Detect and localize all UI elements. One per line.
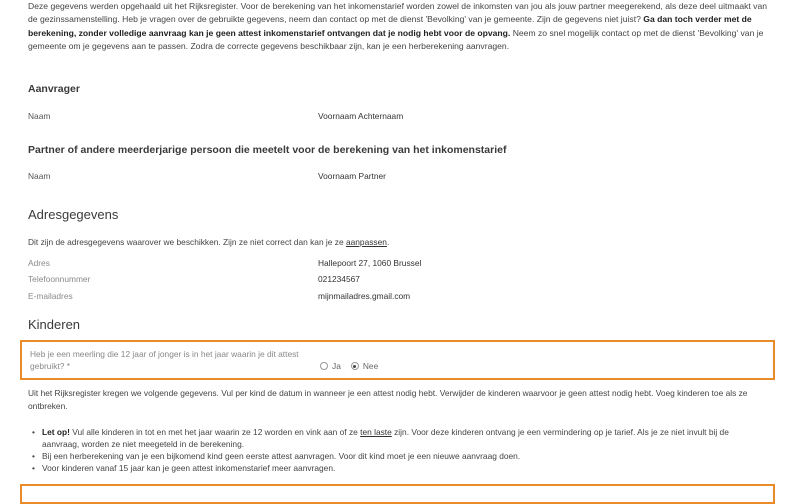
bullet-1-text: Vul alle kinderen in tot en met het jaar waarin ze 12 worden en vink aan of ze — [69, 427, 361, 437]
radio-nee-icon[interactable] — [351, 362, 359, 370]
meerling-radio-group — [320, 361, 388, 371]
list-item — [28, 426, 768, 450]
telefoon-value: 021234567 — [318, 274, 360, 284]
kinderen-info: Uit het Rijksregister kregen we volgende gegevens. Vul per kind de datum in wanneer je een attest nodig hebt. Verwijder de kinderen waarvoor je geen attest nodig hebt. Voeg kinderen toe als ze ontbreken. — [28, 388, 748, 411]
radio-option-nee[interactable] — [351, 361, 378, 371]
aanvrager-name-label: Naam — [28, 111, 51, 121]
adres-note — [28, 236, 758, 249]
aanvrager-name-value: Voornaam Achternaam — [318, 111, 404, 121]
radio-nee-label: Nee — [362, 361, 379, 371]
adres-value: Hallepoort 27, 1060 Brussel — [318, 258, 422, 268]
ten-laste-link[interactable]: ten laste — [360, 427, 392, 437]
let-op-label: Let op! — [42, 427, 70, 437]
intro-text-1: Deze gegevens werden opgehaald uit het Rijksregister. Voor de berekening van het inkomenstarief worden zowel de inkomsten van jou als jouw partner meegerekend, als deze deel uitmaakt van de gezinssamenstelling. Heb je vragen over de gebruikte gegevens, neem dan contact op met de dienst 'Bevolking' van je gemeente. Zijn de gegevens niet juist? — [28, 1, 768, 25]
partner-name-value: Voornaam Partner — [318, 171, 386, 181]
kinderen-heading: Kinderen — [28, 317, 81, 332]
list-item: • Voor kinderen vanaf 15 jaar kan je geen attest inkomenstarief meer aanvragen. — [28, 462, 768, 474]
email-value: mijnmailadres.gmail.com — [318, 291, 411, 301]
next-highlight-box — [20, 484, 775, 504]
radio-ja-icon[interactable] — [320, 362, 328, 370]
intro-bold-text: Ga dan toch verder met de berekening, zonder volledige aanvraag kan je geen attest inkomenstarief ontvangen dat je nodig hebt voor de opvang. — [28, 14, 752, 38]
email-label: E-mailadres — [28, 291, 73, 301]
list-item: • Bij een herberekening van je een bijkomend kind geen eerste attest aanvragen. Voor dit kind moet je een nieuwe aanvraag doen. — [28, 450, 768, 462]
adres-label: Adres — [28, 258, 50, 268]
adres-note-text: Dit zijn de adresgegevens waarover we beschikken. Zijn ze niet correct dan kan je ze — [28, 237, 346, 247]
meerling-question-box — [20, 340, 775, 380]
telefoon-label: Telefoonnummer — [28, 274, 91, 284]
kinderen-bullet-list — [28, 426, 768, 474]
meerling-question: Heb je een meerling die 12 jaar of jonger is in het jaar waarin je dit attest gebruikt? * — [30, 349, 299, 371]
bullet-1-text-end: zijn. Voor deze kinderen ontvang je een vermindering op je tarief. Als je ze niet invult bij de aanvraag, worden ze niet meegeteld in de berekening. — [42, 427, 729, 449]
partner-heading: Partner of andere meerderjarige persoon die meetelt voor de berekening van het inkomenstarief — [28, 144, 507, 156]
adres-note-end: . — [386, 237, 390, 247]
intro-paragraph — [28, 0, 768, 54]
aanvrager-heading: Aanvrager — [28, 83, 80, 95]
partner-name-label: Naam — [28, 171, 51, 181]
radio-option-ja[interactable] — [320, 361, 341, 371]
adres-edit-link[interactable]: aanpassen — [345, 237, 387, 247]
intro-text-2: Neem zo snel mogelijk contact op met de dienst 'Bevolking' van je gemeente om je gegevens aan te passen. Zodra de correcte gegevens beschikbaar zijn, kan je een herberekening aanvragen. — [28, 27, 764, 52]
adres-heading: Adresgegevens — [28, 207, 119, 222]
radio-ja-label: Ja — [332, 361, 341, 371]
